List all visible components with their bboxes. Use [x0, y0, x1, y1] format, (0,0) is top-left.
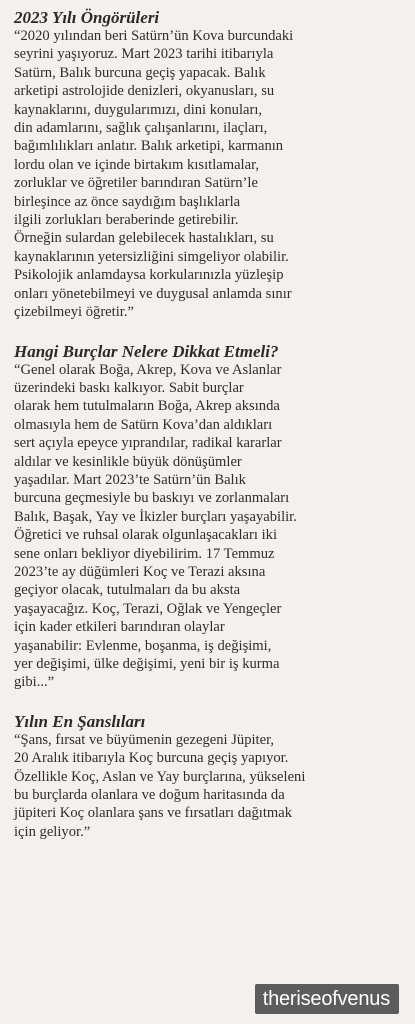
- text-line: onları yönetebilmeyi ve duygusal anlamda sınır: [14, 285, 292, 302]
- text-line: “Genel olarak Boğa, Akrep, Kova ve Aslanlar: [14, 361, 282, 378]
- section-body: [14, 27, 406, 322]
- text-line: din adamlarını, sağlık çalışanlarını, ilaçları,: [14, 120, 268, 137]
- section-2023-predictions: [14, 8, 406, 322]
- text-line: zorluklar ve öğretiler barındıran Satürn’le: [14, 175, 258, 192]
- text-line: Balık, Başak, Yay ve İkizler burçları yaşayabilir.: [14, 508, 297, 525]
- section-heading: Hangi Burçlar Nelere Dikkat Etmeli?: [14, 341, 279, 361]
- article: [14, 8, 406, 841]
- text-line: kaynaklarını, duygularımızı, dini konuları,: [14, 101, 263, 118]
- text-line: 2023’te ay düğümleri Koç ve Terazi aksına: [14, 563, 266, 580]
- section-spacer: [14, 692, 406, 712]
- text-line: burcuna geçmesiyle bu baskıyı ve zorlanmaları: [14, 490, 290, 507]
- text-line: kaynaklarının yetersizliğini simgeliyor olabilir.: [14, 248, 289, 265]
- text-line: bağımlılıkları anlatır. Balık arketipi, karmanın: [14, 138, 284, 155]
- text-line: Psikolojik anlamdaysa korkularınızla yüzleşip: [14, 267, 284, 284]
- section-luckiest: [14, 712, 406, 841]
- text-line: üzerindeki baskı kalkıyor. Sabit burçlar: [14, 379, 244, 396]
- text-line: Öğretici ve ruhsal olarak olgunlaşacakları iki: [14, 527, 277, 544]
- text-line: olarak hem tutulmaların Boğa, Akrep aksında: [14, 398, 280, 415]
- text-line: için geliyor.”: [14, 823, 91, 840]
- text-line: “Şans, fırsat ve büyümenin gezegeni Jüpiter,: [14, 731, 275, 748]
- text-line: gibi...”: [14, 674, 55, 691]
- text-line: Özellikle Koç, Aslan ve Yay burçlarına, yükseleni: [14, 768, 306, 785]
- text-line: seyrini yaşıyoruz. Mart 2023 tarihi itibarıyla: [14, 46, 274, 63]
- section-body: [14, 361, 406, 692]
- text-line: çizebilmeyi öğretir.”: [14, 304, 134, 321]
- text-line: geçiyor olacak, tutulmaları da bu aksta: [14, 582, 241, 599]
- section-which-signs: [14, 342, 406, 692]
- section-body: [14, 731, 406, 841]
- text-line: arketipi astrolojide denizleri, okyanusları, su: [14, 83, 275, 100]
- watermark-label: theriseofvenus: [255, 984, 399, 1014]
- text-line: ilgili zorlukları beraberinde getirebilir.: [14, 212, 239, 229]
- text-line: jüpiteri Koç olanlara şans ve fırsatları dağıtmak: [14, 805, 292, 822]
- text-line: sert açıyla epeyce yıprandılar, radikal kararlar: [14, 435, 282, 452]
- text-line: lordu olan ve içinde birtakım kısıtlamalar,: [14, 156, 260, 173]
- text-line: Örneğin sulardan gelebilecek hastalıkları, su: [14, 230, 274, 247]
- text-line: yer değişimi, ülke değişimi, yeni bir iş kurma: [14, 656, 280, 672]
- text-line: birleşince az önce saydığım başlıklarla: [14, 193, 241, 210]
- text-line: olmasıyla hem de Satürn Kova’dan aldıkları: [14, 416, 273, 433]
- text-line: Satürn, Balık burcuna geçiş yapacak. Balık: [14, 64, 266, 81]
- section-heading: 2023 Yılı Öngörüleri: [14, 8, 160, 27]
- text-line: yaşadılar. Mart 2023’te Satürn’ün Balık: [14, 471, 246, 488]
- section-spacer: [14, 322, 406, 342]
- section-heading: Yılın En Şanslıları: [14, 711, 146, 731]
- text-line: yaşayacağız. Koç, Terazi, Oğlak ve Yengeçler: [14, 600, 282, 617]
- text-line: sene onları bekliyor diyebilirim. 17 Temmuz: [14, 545, 275, 562]
- text-line: aldılar ve kesinlikle büyük dönüşümler: [14, 453, 242, 470]
- text-line: için kader etkileri barındıran olaylar: [14, 619, 225, 636]
- text-line: yaşanabilir: Evlenme, boşanma, iş değişimi,: [14, 637, 272, 654]
- text-line: 20 Aralık itibarıyla Koç burcuna geçiş yapıyor.: [14, 750, 289, 767]
- text-line: “2020 yılından beri Satürn’ün Kova burcundaki: [14, 28, 294, 44]
- text-line: bu burçlarda olanlara ve doğum haritasında da: [14, 787, 285, 804]
